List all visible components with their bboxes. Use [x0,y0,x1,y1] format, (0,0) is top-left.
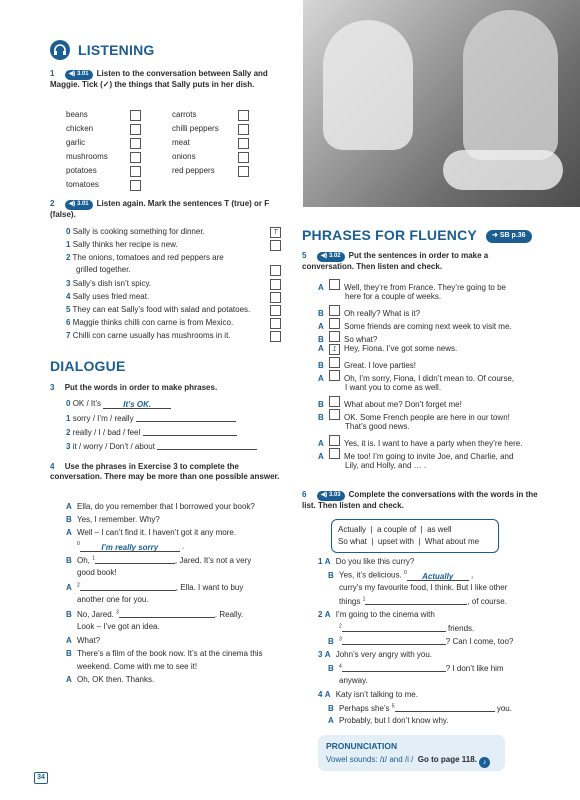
audio-icon[interactable]: ◀) 3.01 [65,70,93,80]
order-box[interactable] [329,370,340,381]
order-box[interactable] [329,318,340,329]
checkbox[interactable] [238,152,249,163]
tf-box[interactable] [270,305,281,316]
ex1-instructions: Listen to the conversation between Sally and Maggie. Tick (✓) the things that Sally puts in her dish. [50,69,268,89]
checkbox[interactable] [238,166,249,177]
pronunciation-title: PRONUNCIATION [326,741,398,751]
order-box[interactable] [329,331,340,342]
answer-line[interactable] [136,413,236,422]
word-list-box: Actually | a couple of | as well So what | upset with | What about me [331,519,499,553]
checkbox[interactable] [130,110,141,121]
ex5-instructions: Put the sentences in order to make a conversation. Then listen and check. [302,251,489,271]
ex3-number: 3 [50,383,55,392]
dialogue-title: DIALOGUE [50,358,126,374]
checkbox[interactable] [130,180,141,191]
phrases-title: PHRASES FOR FLUENCY [302,227,477,243]
checkbox[interactable] [238,110,249,121]
ex5-number: 5 [302,251,307,260]
checkbox[interactable] [238,138,249,149]
tf-box[interactable] [270,240,281,251]
headphones-icon [50,40,70,60]
order-box[interactable] [329,448,340,459]
listening-title: LISTENING [78,42,155,58]
ex1-left-list: beans chicken garlic mushrooms potatoes tomatoes [66,110,108,194]
ex5-list: A Well, they’re from France. They’re going to be here for a couple of weeks. B Oh really? What is it? A Some friends are coming next week to visit me. B So what? A 1 Hey, Fiona. I’ve got some news. B Great. I love parties! A Oh, I’m sorry, Fiona, I didn’t mean to. Of course, I want you to come as well. B What about me? Don’t forget me! B OK. Some French people are here in our town! That’s good news. A Yes, it is. I want to have a party when they’re here. A Me too! I’m going to invite Joe, and Charlie, and Lily, and Holly, and … . [318,279,548,474]
checkbox[interactable] [238,124,249,135]
ex6-number: 6 [302,490,307,499]
tf-box[interactable]: T [270,227,281,238]
ex3-list: 0 OK / It’s It’s OK. 1 sorry / I’m / really 2 really / I / bad / feel 3 it / worry / Don’t / about [66,399,286,455]
answer-line[interactable] [143,427,237,436]
ex3-instructions: Put the words in order to make phrases. [64,383,218,392]
order-box[interactable] [329,279,340,290]
order-box[interactable] [329,305,340,316]
ex2-list: 0 Sally is cooking something for dinner. T 1 Sally thinks her recipe is new. 2 The onions, tomatoes and red peppers are grilled together. 3 Sally’s dish isn’t spicy. 4 Sally uses fried meat. 5 They can eat Sally’s food with salad and potatoes. 6 Maggie thinks chilli con carne is from Mexico. 7 Chilli con carne usually has mushrooms in it. [66,227,282,344]
go-to-page-link[interactable]: Go to page 118. [417,754,477,764]
checkbox[interactable] [130,124,141,135]
audio-icon[interactable]: ◀) 3.01 [65,200,93,210]
answer-line[interactable] [157,441,257,450]
pronunciation-box [318,735,505,771]
order-box[interactable] [329,409,340,420]
ex6-conversations: 1 A Do you like this curry? B Yes, it’s delicious. $^0$ Actually , curry’s my favourite food, I think. But I like other things $^1$ , of course. 2 A I’m going to the cinema with $^2$ friends. B $^3$ ? Can I come, too? 3 A John’s very angry with you. B $^4$ ? I don’t like him anyway. 4 A Katy isn’t talking to me. B Perhaps she’s $^5$ you. A Probably, but I don’t know why. [318,557,514,725]
checkbox[interactable] [130,166,141,177]
tf-box[interactable] [270,331,281,342]
ex1-number: 1 [50,69,55,78]
tf-box[interactable] [270,265,281,276]
checkbox[interactable] [130,138,141,149]
tf-box[interactable] [270,318,281,329]
page-number: 34 [34,772,48,784]
order-box[interactable] [329,435,340,446]
cooking-photo [303,0,580,207]
sb-page-link[interactable]: ➜ SB p.36 [486,230,532,243]
audio-icon[interactable]: ◀) 3.02 [317,252,345,262]
ex2-number: 2 [50,199,55,208]
ex4-instructions: Use the phrases in Exercise 3 to complete the conversation. There may be more than one possible answer. [50,462,280,481]
ex6-instructions: Complete the conversations with the words in the list. Then listen and check. [302,490,538,510]
checkbox[interactable] [130,152,141,163]
pronunciation-text: Vowel sounds: /ɪ/ and /iː/ [326,754,414,764]
ex1-right-list: carrots chilli peppers meat onions red peppers [172,110,252,180]
order-box[interactable]: 1 [329,344,340,355]
tf-box[interactable] [270,279,281,290]
audio-icon[interactable]: ◀) 3.03 [317,491,345,501]
ex4-number: 4 [50,462,55,471]
order-box[interactable] [329,396,340,407]
order-box[interactable] [329,357,340,368]
tf-box[interactable] [270,292,281,303]
ex4-dialogue: A Ella, do you remember that I borrowed your book? B Yes, I remember. Why? A Well – I can’t find it. I haven’t got it any more. $^0$ I’m really sorry . B Oh, $^1$ , Jared. It’s not a very good book! A $^2$ , Ella. I want to buy another one for you. B No, Jared. $^3$ . Really. Look – I’ve got an idea. A What? B There’s a film of the book now. It’s at the cinema this weekend. Come with me to see it! A Oh, OK then. Thanks. [66,502,263,684]
ex2-instructions: Listen again. Mark the sentences T (true) or F (false). [50,199,270,219]
audio-icon[interactable]: ♪ [479,757,490,768]
